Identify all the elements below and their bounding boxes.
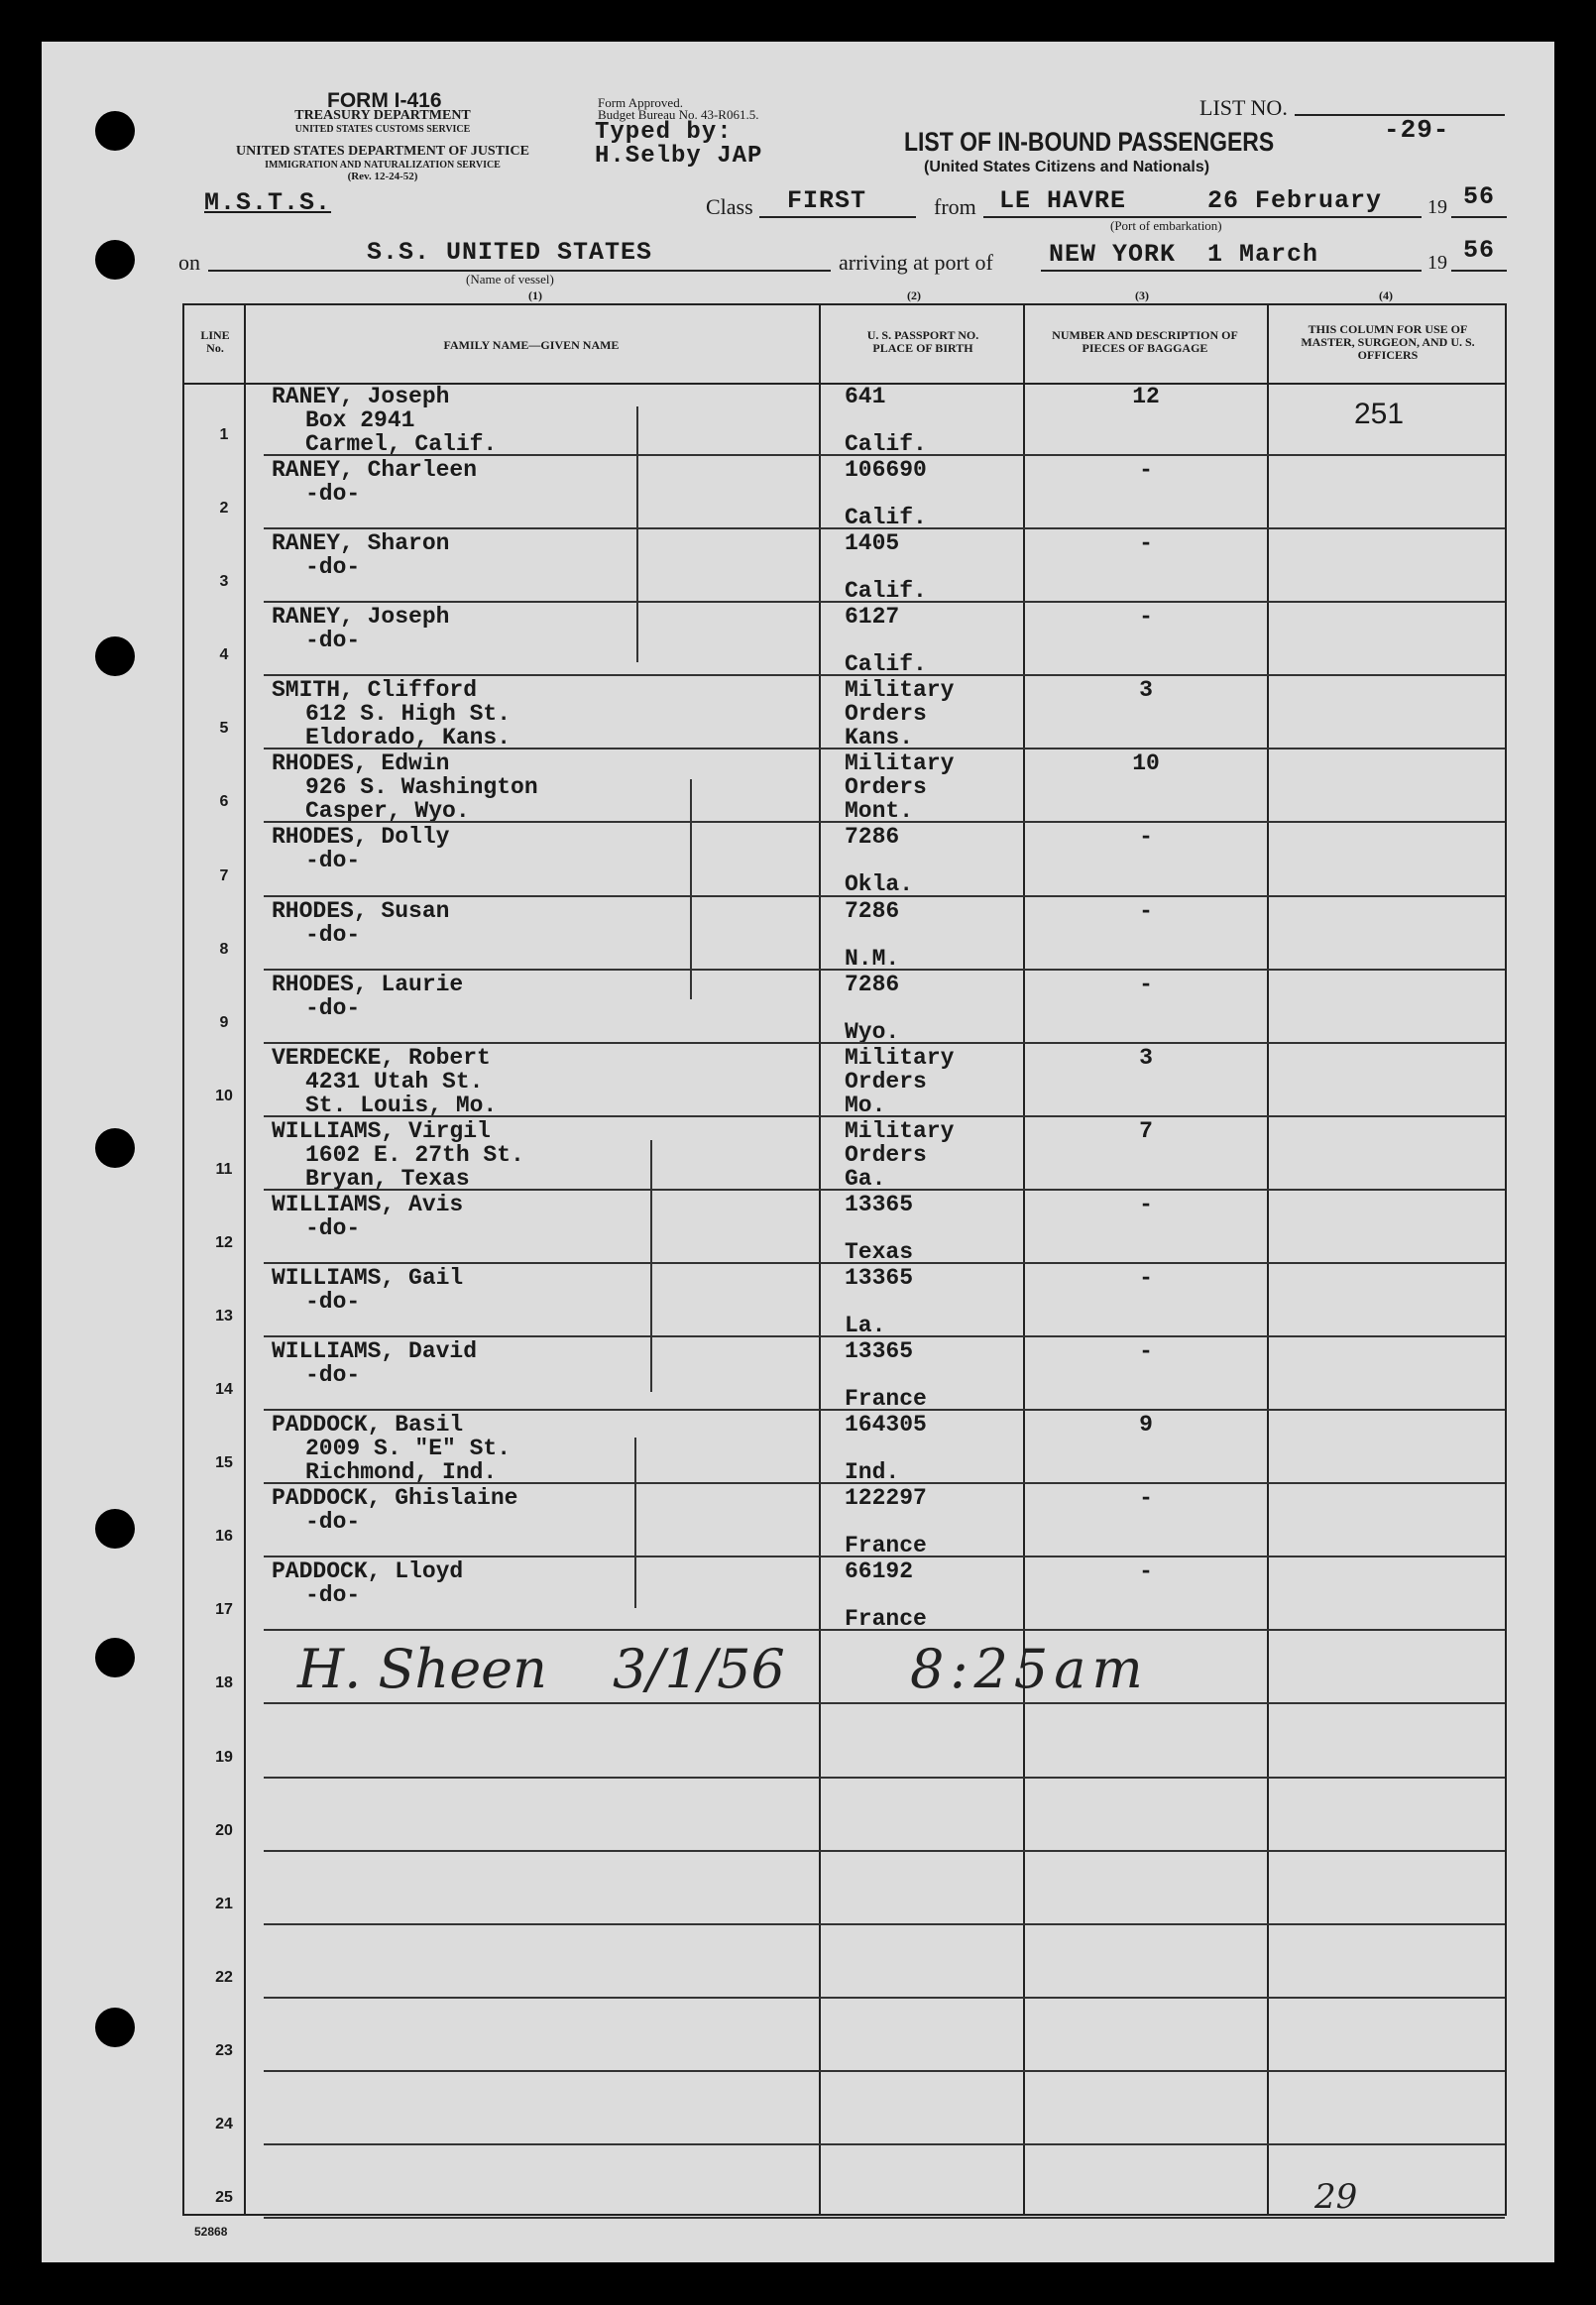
passport-number-2: Orders: [845, 1068, 927, 1095]
passenger-name: RHODES, Dolly: [272, 824, 450, 851]
on-label: on: [178, 250, 200, 275]
arrival-field: [1041, 270, 1422, 272]
line-number: 5: [219, 720, 229, 738]
baggage-count: -: [1139, 530, 1153, 557]
passport-number: 7286: [845, 824, 900, 851]
table-row: [184, 1704, 1505, 1778]
table-row: [184, 676, 1505, 749]
from-value: LE HAVRE: [999, 186, 1127, 215]
address-line-1: -do-: [305, 1362, 361, 1389]
place-of-birth: Mont.: [845, 798, 914, 825]
passenger-name: WILLIAMS, Avis: [272, 1191, 464, 1217]
address-line-2: Carmel, Calif.: [305, 431, 498, 457]
address-line-1: -do-: [305, 628, 361, 654]
line-number: 19: [215, 1748, 233, 1766]
bracket-mark: [634, 1438, 636, 1608]
place-of-birth: Ind.: [845, 1459, 900, 1486]
baggage-count: -: [1139, 971, 1153, 997]
passenger-name: WILLIAMS, David: [272, 1338, 478, 1365]
baggage-count: 10: [1132, 750, 1160, 777]
passenger-name: WILLIAMS, Virgil: [272, 1117, 491, 1144]
table-row: [184, 1411, 1505, 1484]
place-of-birth: Calif.: [845, 505, 927, 531]
passenger-name: VERDECKE, Robert: [272, 1044, 491, 1071]
table-row: [184, 1484, 1505, 1557]
binder-hole: [95, 636, 135, 676]
table-row: [184, 1999, 1505, 2072]
passenger-name: RANEY, Joseph: [272, 604, 450, 631]
address-line-1: 1602 E. 27th St.: [305, 1141, 524, 1168]
agency-value: M.S.T.S.: [204, 188, 332, 217]
col-header-baggage: NUMBER AND DESCRIPTION OF PIECES OF BAGGAGE: [1052, 328, 1238, 355]
col-num-1: (1): [528, 288, 542, 302]
table-row: [184, 2072, 1505, 2145]
table-row: [184, 383, 1505, 456]
budget-label: Budget Bureau No. 43-R061.5.: [598, 107, 759, 122]
page-subtitle: (United States Citizens and Nationals): [924, 159, 1210, 175]
table-row: [184, 897, 1505, 971]
passport-number-2: Orders: [845, 1141, 927, 1168]
address-line-2: Bryan, Texas: [305, 1165, 470, 1192]
baggage-count: -: [1139, 1264, 1153, 1291]
place-of-birth: Calif.: [845, 578, 927, 605]
address-line-1: 926 S. Washington: [305, 774, 538, 801]
passport-number: Military: [845, 677, 955, 704]
table-row: [184, 1191, 1505, 1264]
line-number: 18: [215, 1674, 233, 1692]
baggage-count: 12: [1132, 384, 1160, 409]
passport-number-2: Orders: [845, 701, 927, 728]
address-line-2: Richmond, Ind.: [305, 1459, 498, 1486]
arriving-label: arriving at port of: [839, 250, 993, 275]
passport-number: 66192: [845, 1558, 914, 1585]
line-number: 12: [215, 1233, 233, 1251]
immigration-label: IMMIGRATION AND NATURALIZATION SERVICE: [265, 160, 501, 171]
list-no-value: -29-: [1384, 115, 1450, 145]
bracket-mark: [650, 1140, 652, 1392]
vessel-caption: (Name of vessel): [466, 272, 554, 287]
year-prefix: 19: [1427, 196, 1447, 218]
print-code: 52868: [194, 2225, 228, 2239]
customs-label: UNITED STATES CUSTOMS SERVICE: [294, 124, 471, 135]
line-number: 15: [215, 1454, 233, 1472]
table-row: [184, 1925, 1505, 1999]
passenger-name: RHODES, Susan: [272, 897, 450, 924]
place-of-birth: Calif.: [845, 431, 927, 457]
passport-number: 122297: [845, 1485, 927, 1512]
line-number: 9: [219, 1013, 229, 1031]
line-number: 22: [215, 1968, 233, 1986]
baggage-count: -: [1139, 1558, 1153, 1585]
table-row: [184, 1117, 1505, 1191]
col-num-2: (2): [907, 288, 921, 302]
line-number: 7: [219, 866, 229, 884]
baggage-count: 3: [1139, 677, 1153, 704]
baggage-count: 3: [1139, 1044, 1153, 1071]
address-line-1: 2009 S. "E" St.: [305, 1436, 512, 1462]
handwritten-time: 8:25am: [910, 1638, 1149, 1700]
class-field: [759, 216, 916, 218]
vessel-value: S.S. UNITED STATES: [367, 238, 653, 267]
address-line-2: St. Louis, Mo.: [305, 1092, 498, 1118]
passenger-name: WILLIAMS, Gail: [272, 1264, 464, 1291]
address-line-1: -do-: [305, 1214, 361, 1241]
col-header-line: LINE No.: [200, 328, 230, 355]
from-label: from: [934, 194, 976, 219]
address-line-1: -do-: [305, 921, 361, 948]
handwritten-date: 3/1/56: [613, 1638, 785, 1700]
arrival-year: 56: [1463, 236, 1496, 265]
baggage-count: -: [1139, 1485, 1153, 1512]
line-number: 24: [215, 2115, 233, 2132]
passenger-name: PADDOCK, Ghislaine: [272, 1485, 518, 1512]
passport-number: 641: [845, 384, 886, 409]
line-number: 16: [215, 1528, 233, 1546]
table-row: [184, 1044, 1505, 1117]
passport-number: 13365: [845, 1191, 914, 1217]
passport-number: 106690: [845, 457, 927, 484]
line-number: 21: [215, 1895, 233, 1912]
line-number: 1: [219, 426, 229, 444]
line-number: 25: [215, 2188, 233, 2206]
binder-hole: [95, 1638, 135, 1677]
passport-number: 164305: [845, 1412, 927, 1439]
class-value: FIRST: [787, 186, 867, 215]
place-of-birth: Calif.: [845, 651, 927, 678]
address-line-1: 4231 Utah St.: [305, 1068, 484, 1095]
signature: H. Sheen: [297, 1638, 547, 1700]
passenger-name: RANEY, Charleen: [272, 457, 478, 484]
passport-number: 13365: [845, 1338, 914, 1365]
embark-caption: (Port of embarkation): [1110, 218, 1222, 233]
baggage-count: -: [1139, 604, 1153, 631]
address-line-1: -do-: [305, 1582, 361, 1609]
typed-by-value: H.Selby JAP: [595, 143, 763, 170]
address-line-1: -do-: [305, 1288, 361, 1315]
passenger-name: PADDOCK, Lloyd: [272, 1558, 464, 1585]
line-number: 4: [219, 646, 229, 664]
passenger-name: RANEY, Sharon: [272, 530, 450, 557]
binder-hole: [95, 111, 135, 151]
manifest-table: [182, 303, 1507, 2216]
address-line-1: -do-: [305, 994, 361, 1021]
place-of-birth: France: [845, 1533, 927, 1559]
col-header-officers: THIS COLUMN FOR USE OF MASTER, SURGEON, AND U. S. OFFICERS: [1301, 322, 1475, 362]
list-no-label: LIST NO.: [1199, 95, 1288, 120]
line-number: 20: [215, 1821, 233, 1839]
line-number: 11: [215, 1160, 233, 1178]
bracket-mark: [636, 406, 638, 662]
passenger-name: SMITH, Clifford: [272, 677, 478, 704]
year-prefix-2: 19: [1427, 252, 1447, 274]
table-row: [184, 1852, 1505, 1925]
approved-label: Form Approved.: [598, 95, 683, 110]
baggage-count: -: [1139, 824, 1153, 851]
passport-number: 6127: [845, 604, 900, 631]
col-num-3: (3): [1135, 288, 1149, 302]
passport-number: 13365: [845, 1264, 914, 1291]
line-number: 10: [215, 1087, 233, 1104]
place-of-birth: Texas: [845, 1238, 914, 1265]
passenger-name: RHODES, Laurie: [272, 971, 464, 997]
arrival-value: NEW YORK 1 March: [1049, 240, 1319, 269]
line-number: 8: [219, 940, 229, 958]
address-line-1: -do-: [305, 848, 361, 874]
table-row: [184, 971, 1505, 1044]
address-line-1: Box 2941: [305, 407, 415, 433]
place-of-birth: Wyo.: [845, 1018, 900, 1045]
table-row: [184, 1337, 1505, 1411]
address-line-1: -do-: [305, 481, 361, 508]
place-of-birth: N.M.: [845, 945, 900, 972]
table-row: [184, 2145, 1505, 2219]
place-of-birth: France: [845, 1386, 927, 1413]
table-row: [184, 749, 1505, 823]
revision-label: (Rev. 12-24-52): [347, 171, 418, 182]
embark-date: 26 February: [1207, 186, 1383, 215]
address-line-1: -do-: [305, 1509, 361, 1536]
class-label: Class: [706, 194, 753, 219]
table-row: [184, 603, 1505, 676]
table-row: [184, 1557, 1505, 1631]
place-of-birth: Mo.: [845, 1092, 886, 1118]
col-header-name: FAMILY NAME—GIVEN NAME: [443, 338, 620, 352]
passenger-name: PADDOCK, Basil: [272, 1412, 464, 1439]
baggage-count: -: [1139, 897, 1153, 924]
line-number: 2: [219, 500, 229, 518]
justice-label: UNITED STATES DEPARTMENT OF JUSTICE: [236, 144, 529, 159]
passenger-name: RHODES, Edwin: [272, 750, 450, 777]
table-row: [184, 823, 1505, 896]
line-number: 17: [215, 1601, 233, 1619]
officer-note: 251: [1354, 398, 1405, 430]
table-row: [184, 529, 1505, 603]
passport-number: Military: [845, 1044, 955, 1071]
baggage-count: 9: [1139, 1412, 1153, 1439]
passport-number: 1405: [845, 530, 900, 557]
year-field: [1451, 216, 1507, 218]
place-of-birth: Okla.: [845, 871, 914, 898]
line-number: 3: [219, 573, 229, 591]
binder-hole: [95, 1128, 135, 1168]
line-number: 23: [215, 2041, 233, 2059]
passport-number: Military: [845, 1117, 955, 1144]
year-field-2: [1451, 270, 1507, 272]
address-line-1: 612 S. High St.: [305, 701, 512, 728]
place-of-birth: France: [845, 1606, 927, 1633]
binder-hole: [95, 1509, 135, 1549]
row-rule: [264, 2217, 1505, 2219]
place-of-birth: Ga.: [845, 1165, 886, 1192]
passenger-name: RANEY, Joseph: [272, 384, 450, 409]
place-of-birth: La.: [845, 1312, 886, 1338]
address-line-1: -do-: [305, 554, 361, 581]
col-num-4: (4): [1379, 288, 1393, 302]
line-number: 13: [215, 1308, 233, 1325]
table-row: [184, 1264, 1505, 1337]
binder-hole: [95, 2008, 135, 2047]
passport-number: 7286: [845, 897, 900, 924]
address-line-2: Casper, Wyo.: [305, 798, 470, 825]
col-header-passport: U. S. PASSPORT NO. PLACE OF BIRTH: [866, 328, 979, 355]
bottom-mark: 29: [1314, 2177, 1358, 2217]
baggage-count: -: [1139, 1338, 1153, 1365]
line-number: 6: [219, 793, 229, 811]
page-title: LIST OF IN-BOUND PASSENGERS: [904, 127, 1275, 157]
table-row: [184, 1779, 1505, 1852]
baggage-count: 7: [1139, 1117, 1153, 1144]
typed-by-label: Typed by:: [595, 119, 733, 146]
baggage-count: -: [1139, 1191, 1153, 1217]
binder-hole: [95, 240, 135, 280]
address-line-2: Eldorado, Kans.: [305, 725, 512, 751]
passport-number-2: Orders: [845, 774, 927, 801]
passport-number: 7286: [845, 971, 900, 997]
treasury-label: TREASURY DEPARTMENT: [294, 108, 471, 123]
embark-year: 56: [1463, 182, 1496, 211]
line-number: 14: [215, 1381, 233, 1399]
table-row: [184, 456, 1505, 529]
bracket-mark: [690, 779, 692, 999]
baggage-count: -: [1139, 457, 1153, 484]
passport-number: Military: [845, 750, 955, 777]
form-number: FORM I-416: [327, 89, 442, 112]
place-of-birth: Kans.: [845, 725, 914, 751]
